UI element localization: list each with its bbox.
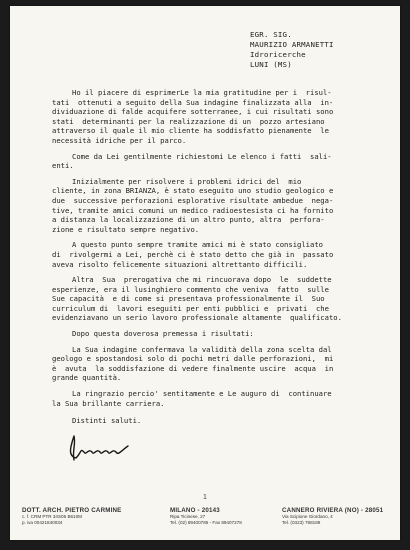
office-street: Ripa Ticinese, 27 xyxy=(170,514,206,519)
footer-cannero xyxy=(282,507,383,526)
paragraph-line: necessità idriche per il parco. xyxy=(52,135,187,145)
recipient-city: LUNI (MS) xyxy=(250,60,292,69)
paragraph-line: La ringrazio percio' sentitamente e Le auguro di continuare xyxy=(72,389,332,399)
recipient-company: Idroricerche xyxy=(250,50,306,59)
paragraph-line: dividuazione di falde acquifere sotterranee, i cui risultati sono xyxy=(52,107,334,117)
paragraph-line: geologo e spostandosi solo di pochi metri dalle perforazioni, mi xyxy=(52,354,334,364)
paragraph-line: Altra Sua prerogativa che mi rincuorava dopo le suddette xyxy=(72,275,332,285)
letter-paragraph xyxy=(52,152,392,171)
letter-paragraph xyxy=(52,329,392,339)
paragraph-line: cliente, in zona BRIANZA, è stato eseguito uno studio geologico e xyxy=(52,186,334,196)
paragraph-line: attraverso il quale il mio cliente ha soddisfatto pienamente le xyxy=(52,126,329,136)
paragraph-line: a distanza la localizzazione di un altro punto, altra perfora- xyxy=(52,215,325,225)
footer-sender xyxy=(22,507,122,526)
paragraph-line: due successive perforazioni esplorative risultate ambedue nega- xyxy=(52,195,334,205)
office2-city: CANNERO RIVIERA (NO) - 28051 xyxy=(282,507,384,514)
letter-page xyxy=(10,6,400,540)
paragraph-line: tati ottenuti a seguito della Sua indagine finalizzata alla in- xyxy=(52,97,334,107)
paragraph-line: Sue capacità e di come si presentava professionalmente il Suo xyxy=(52,294,325,304)
paragraph-line: la Sua brillante carriera. xyxy=(52,398,165,408)
recipient-address xyxy=(250,30,334,70)
office2-phone: Tel. (0323) 788189 xyxy=(282,520,321,525)
office2-street: Via Scipione Giordano, 4 xyxy=(282,514,333,519)
letter-paragraph xyxy=(52,88,392,146)
office-city: MILANO - 20143 xyxy=(170,507,220,514)
recipient-name: MAURIZIO ARMANETTI xyxy=(250,40,334,49)
signature xyxy=(66,430,136,466)
paragraph-line: evidenziavano un serio lavoro professionale altamente qualificato. xyxy=(52,313,342,323)
footer-milano xyxy=(170,507,242,526)
closing-salutation: Distinti saluti. xyxy=(72,416,142,425)
paragraph-line: tive, tramite amici comuni un medico radioestesista ci ha fornito xyxy=(52,205,334,215)
letter-body xyxy=(52,88,392,414)
letter-paragraph xyxy=(52,275,392,323)
letter-paragraph xyxy=(52,389,392,408)
letter-paragraph xyxy=(52,177,392,235)
paragraph-line: stati determinanti per la realizzazione di un pozzo artesiano xyxy=(52,116,325,126)
sender-piva: p. iva 00421840034 xyxy=(22,520,63,525)
paragraph-line: A questo punto sempre tramite amici mi è stato consigliato xyxy=(72,240,323,250)
paragraph-line: di rivolgermi a Lei, perchè ci è stato detto che già in passato xyxy=(52,249,334,259)
paragraph-line: curriculum di lavori eseguiti per enti pubblici e privati che xyxy=(52,303,329,313)
letterhead-footer xyxy=(22,507,388,535)
paragraph-line: Ho il piacere di esprimerLe la mia gratitudine per i risul- xyxy=(72,88,332,97)
paragraph-line: grande quantità. xyxy=(52,373,122,383)
paragraph-line: La Sua indagine confermava la validità della zona scelta dal xyxy=(72,344,332,354)
sender-cf: c. f. CRM PTR 34S06 B610M xyxy=(22,514,82,519)
paragraph-line: enti. xyxy=(52,161,74,171)
paragraph-line: aveva risolto felicemente situazioni altrettanto difficili. xyxy=(52,259,308,269)
letter-paragraph xyxy=(52,240,392,269)
paragraph-line: esperienze, era il lusinghiero commento che veniva fatto sulle xyxy=(52,284,329,294)
paragraph-line: Come da Lei gentilmente richiestomi Le elenco i fatti sali- xyxy=(72,151,332,161)
page-number: 1 xyxy=(203,494,207,501)
paragraph-line: zione e risultato sempre negativo. xyxy=(52,224,200,234)
office-phone: Tel. (02) 89400785 - Fax 89407278 xyxy=(170,520,242,525)
sender-name: DOTT. ARCH. PIETRO CARMINE xyxy=(22,507,122,514)
recipient-line: EGR. SIG. xyxy=(250,30,292,39)
paragraph-line: Inizialmente per risolvere i problemi idrici del mio xyxy=(72,176,302,186)
paragraph-line: Dopo questa doverosa premessa i risultati: xyxy=(72,329,254,339)
letter-paragraph xyxy=(52,345,392,383)
paragraph-line: è avuta la soddisfazione di vedere finalmente uscire acqua in xyxy=(52,363,334,373)
